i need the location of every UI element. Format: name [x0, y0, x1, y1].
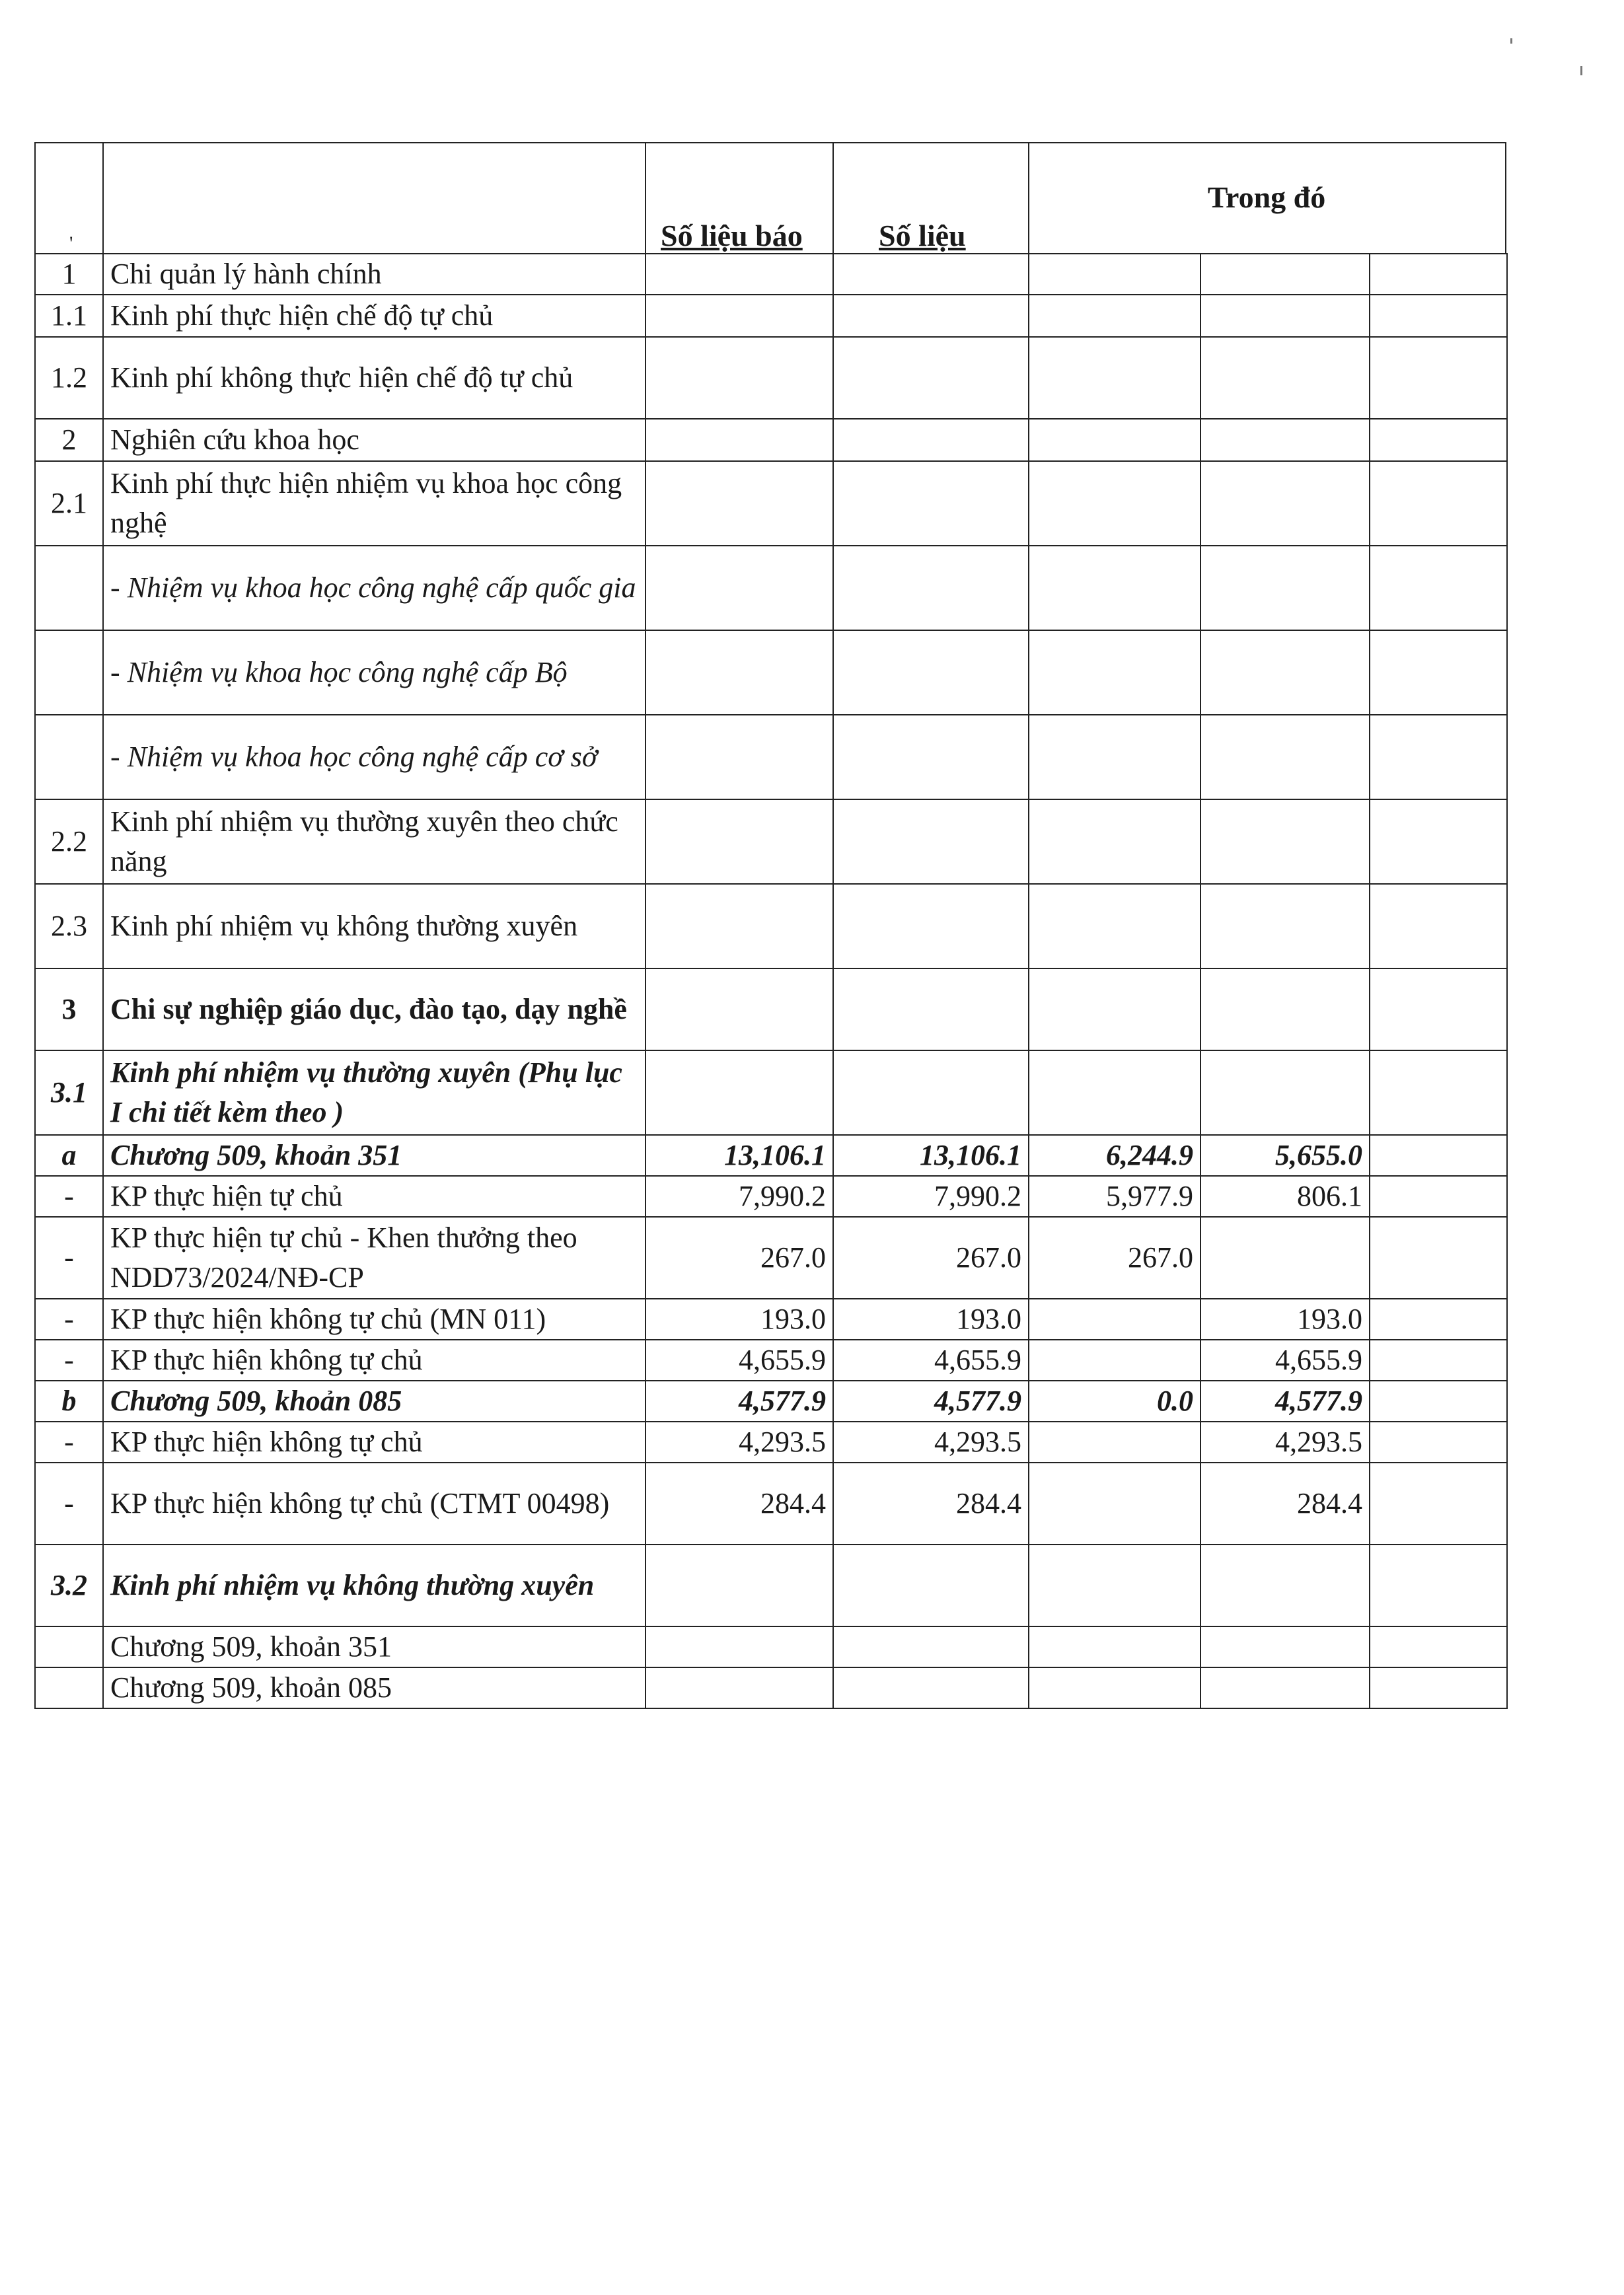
row-so-lieu-bao-cao	[646, 715, 833, 799]
table-row	[35, 1545, 1507, 1626]
row-trong-do-1	[1029, 715, 1200, 799]
row-trong-do-2	[1200, 968, 1370, 1050]
row-trong-do-1	[1029, 461, 1200, 546]
row-trong-do-1	[1029, 1545, 1200, 1626]
row-so-lieu-bao-cao	[646, 254, 833, 295]
row-stt: 3	[35, 968, 103, 1050]
row-trong-do-3	[1370, 630, 1507, 715]
row-trong-do-1	[1029, 546, 1200, 630]
row-trong-do-3	[1370, 1667, 1507, 1708]
row-so-lieu-bao-cao	[646, 1667, 833, 1708]
table-row	[35, 884, 1507, 968]
row-so-lieu	[833, 419, 1029, 461]
row-trong-do-2	[1200, 715, 1370, 799]
row-description: Chương 509, khoản 085	[103, 1381, 646, 1422]
row-so-lieu-bao-cao: 4,577.9	[646, 1381, 833, 1422]
header-so-lieu: Số liệu	[879, 219, 966, 252]
row-description: Chi sự nghiệp giáo dục, đào tạo, dạy nghề	[103, 968, 646, 1050]
row-trong-do-1	[1029, 295, 1200, 337]
table-row	[35, 1340, 1507, 1381]
row-trong-do-3	[1370, 1422, 1507, 1463]
row-stt	[35, 1626, 103, 1667]
row-stt: 1	[35, 254, 103, 295]
row-description: KP thực hiện không tự chủ (CTMT 00498)	[103, 1463, 646, 1545]
row-trong-do-1	[1029, 419, 1200, 461]
row-stt: 1.2	[35, 337, 103, 419]
row-trong-do-1	[1029, 884, 1200, 968]
table-row	[35, 546, 1507, 630]
row-so-lieu	[833, 1050, 1029, 1135]
row-trong-do-3	[1370, 1545, 1507, 1626]
row-description: KP thực hiện không tự chủ	[103, 1340, 646, 1381]
row-description: - Nhiệm vụ khoa học công nghệ cấp quốc gia	[103, 546, 646, 630]
table-row	[35, 1463, 1507, 1545]
row-trong-do-1	[1029, 1050, 1200, 1135]
row-trong-do-3	[1370, 461, 1507, 546]
row-so-lieu	[833, 546, 1029, 630]
row-stt	[35, 1667, 103, 1708]
row-stt	[35, 630, 103, 715]
row-so-lieu-bao-cao: 267.0	[646, 1217, 833, 1299]
row-so-lieu-bao-cao	[646, 884, 833, 968]
row-so-lieu-bao-cao	[646, 799, 833, 884]
row-description: Kinh phí không thực hiện chế độ tự chủ	[103, 337, 646, 419]
row-trong-do-3	[1370, 715, 1507, 799]
row-trong-do-3	[1370, 546, 1507, 630]
row-so-lieu-bao-cao	[646, 1545, 833, 1626]
row-so-lieu	[833, 337, 1029, 419]
row-trong-do-3	[1370, 1135, 1507, 1176]
row-stt: 3.1	[35, 1050, 103, 1135]
row-trong-do-1: 6,244.9	[1029, 1135, 1200, 1176]
row-so-lieu	[833, 968, 1029, 1050]
row-stt: b	[35, 1381, 103, 1422]
row-trong-do-3	[1370, 337, 1507, 419]
row-trong-do-3	[1370, 884, 1507, 968]
table-row	[35, 799, 1507, 884]
row-trong-do-1	[1029, 337, 1200, 419]
row-trong-do-2	[1200, 337, 1370, 419]
row-so-lieu	[833, 799, 1029, 884]
row-so-lieu-bao-cao	[646, 295, 833, 337]
row-stt	[35, 715, 103, 799]
table-row	[35, 1135, 1507, 1176]
header-divider	[645, 142, 646, 254]
table-row	[35, 1050, 1507, 1135]
scan-speck	[1510, 38, 1512, 44]
row-trong-do-3	[1370, 419, 1507, 461]
row-so-lieu-bao-cao	[646, 1626, 833, 1667]
row-so-lieu: 13,106.1	[833, 1135, 1029, 1176]
table-row	[35, 337, 1507, 419]
row-trong-do-3	[1370, 968, 1507, 1050]
row-description: KP thực hiện không tự chủ	[103, 1422, 646, 1463]
row-stt: -	[35, 1422, 103, 1463]
budget-table	[34, 253, 1508, 1709]
row-so-lieu-bao-cao	[646, 337, 833, 419]
row-stt: 2.1	[35, 461, 103, 546]
row-stt: -	[35, 1340, 103, 1381]
row-description: Kinh phí nhiệm vụ không thường xuyên	[103, 1545, 646, 1626]
row-trong-do-2: 4,577.9	[1200, 1381, 1370, 1422]
header-trong-do: Trong đó	[1207, 180, 1326, 214]
row-so-lieu-bao-cao	[646, 546, 833, 630]
row-trong-do-1	[1029, 1299, 1200, 1340]
row-trong-do-1: 267.0	[1029, 1217, 1200, 1299]
row-so-lieu-bao-cao: 193.0	[646, 1299, 833, 1340]
row-so-lieu	[833, 1626, 1029, 1667]
row-trong-do-2	[1200, 630, 1370, 715]
row-so-lieu-bao-cao	[646, 968, 833, 1050]
row-so-lieu	[833, 630, 1029, 715]
row-stt	[35, 546, 103, 630]
row-trong-do-3	[1370, 1626, 1507, 1667]
row-trong-do-3	[1370, 254, 1507, 295]
row-so-lieu-bao-cao: 13,106.1	[646, 1135, 833, 1176]
row-trong-do-2	[1200, 799, 1370, 884]
row-description: Kinh phí nhiệm vụ thường xuyên (Phụ lục I chi tiết kèm theo )	[103, 1050, 646, 1135]
row-trong-do-2	[1200, 546, 1370, 630]
table-row	[35, 630, 1507, 715]
row-trong-do-2	[1200, 295, 1370, 337]
row-trong-do-1: 0.0	[1029, 1381, 1200, 1422]
scan-speck	[1580, 66, 1582, 75]
row-description: KP thực hiện tự chủ - Khen thưởng theo NDD73/2024/NĐ-CP	[103, 1217, 646, 1299]
row-so-lieu	[833, 715, 1029, 799]
table-row	[35, 1217, 1507, 1299]
row-trong-do-2	[1200, 1050, 1370, 1135]
budget-table-body	[35, 254, 1507, 1708]
row-so-lieu: 284.4	[833, 1463, 1029, 1545]
row-stt: 2	[35, 419, 103, 461]
table-row	[35, 968, 1507, 1050]
row-trong-do-2: 193.0	[1200, 1299, 1370, 1340]
row-trong-do-1	[1029, 1626, 1200, 1667]
row-so-lieu	[833, 254, 1029, 295]
row-description: Chương 509, khoản 085	[103, 1667, 646, 1708]
header-so-lieu-bao: Số liệu báo	[661, 219, 803, 252]
row-stt: a	[35, 1135, 103, 1176]
table-row	[35, 295, 1507, 337]
table-row	[35, 1299, 1507, 1340]
row-so-lieu-bao-cao: 4,293.5	[646, 1422, 833, 1463]
row-stt: -	[35, 1299, 103, 1340]
row-description: KP thực hiện tự chủ	[103, 1176, 646, 1217]
row-description: - Nhiệm vụ khoa học công nghệ cấp Bộ	[103, 630, 646, 715]
row-trong-do-2: 4,655.9	[1200, 1340, 1370, 1381]
row-trong-do-1	[1029, 1463, 1200, 1545]
row-trong-do-2	[1200, 1545, 1370, 1626]
row-trong-do-1	[1029, 630, 1200, 715]
row-description: Chương 509, khoản 351	[103, 1626, 646, 1667]
row-so-lieu-bao-cao: 4,655.9	[646, 1340, 833, 1381]
row-trong-do-1	[1029, 1340, 1200, 1381]
row-trong-do-2	[1200, 254, 1370, 295]
header-divider	[832, 142, 834, 254]
table-row	[35, 1381, 1507, 1422]
row-trong-do-1	[1029, 254, 1200, 295]
table-row	[35, 254, 1507, 295]
row-trong-do-3	[1370, 1299, 1507, 1340]
row-stt: 3.2	[35, 1545, 103, 1626]
row-description: Chương 509, khoản 351	[103, 1135, 646, 1176]
row-trong-do-3	[1370, 1340, 1507, 1381]
row-so-lieu	[833, 884, 1029, 968]
row-trong-do-2	[1200, 884, 1370, 968]
header-divider	[102, 142, 104, 254]
row-so-lieu-bao-cao	[646, 419, 833, 461]
row-description: KP thực hiện không tự chủ (MN 011)	[103, 1299, 646, 1340]
row-so-lieu-bao-cao: 7,990.2	[646, 1176, 833, 1217]
row-trong-do-2: 5,655.0	[1200, 1135, 1370, 1176]
row-so-lieu	[833, 1545, 1029, 1626]
row-trong-do-3	[1370, 1381, 1507, 1422]
header-top-rule	[34, 142, 1506, 143]
row-description: Chi quản lý hành chính	[103, 254, 646, 295]
table-row	[35, 1176, 1507, 1217]
row-description: Nghiên cứu khoa học	[103, 419, 646, 461]
row-so-lieu: 193.0	[833, 1299, 1029, 1340]
table-row	[35, 1422, 1507, 1463]
row-trong-do-1	[1029, 799, 1200, 884]
row-description: Kinh phí thực hiện nhiệm vụ khoa học công nghệ	[103, 461, 646, 546]
row-description: Kinh phí nhiệm vụ thường xuyên theo chức năng	[103, 799, 646, 884]
row-trong-do-2	[1200, 1217, 1370, 1299]
row-stt: -	[35, 1463, 103, 1545]
row-trong-do-3	[1370, 1217, 1507, 1299]
stt-header-mark: '	[69, 233, 73, 254]
row-so-lieu: 4,655.9	[833, 1340, 1029, 1381]
row-trong-do-1: 5,977.9	[1029, 1176, 1200, 1217]
row-so-lieu: 4,293.5	[833, 1422, 1029, 1463]
row-so-lieu	[833, 461, 1029, 546]
row-trong-do-3	[1370, 1050, 1507, 1135]
row-trong-do-2	[1200, 1626, 1370, 1667]
row-so-lieu	[833, 295, 1029, 337]
row-description: Kinh phí nhiệm vụ không thường xuyên	[103, 884, 646, 968]
row-trong-do-1	[1029, 968, 1200, 1050]
row-trong-do-2: 806.1	[1200, 1176, 1370, 1217]
row-trong-do-3	[1370, 1176, 1507, 1217]
table-row	[35, 461, 1507, 546]
row-so-lieu	[833, 1667, 1029, 1708]
row-stt: 2.2	[35, 799, 103, 884]
row-trong-do-2: 284.4	[1200, 1463, 1370, 1545]
row-so-lieu-bao-cao	[646, 630, 833, 715]
row-stt: 1.1	[35, 295, 103, 337]
row-so-lieu-bao-cao	[646, 461, 833, 546]
row-trong-do-1	[1029, 1667, 1200, 1708]
table-row	[35, 1667, 1507, 1708]
header-divider	[34, 142, 36, 254]
table-row	[35, 1626, 1507, 1667]
row-stt: -	[35, 1176, 103, 1217]
row-trong-do-3	[1370, 1463, 1507, 1545]
row-trong-do-2	[1200, 461, 1370, 546]
table-row	[35, 715, 1507, 799]
row-trong-do-3	[1370, 799, 1507, 884]
row-trong-do-3	[1370, 295, 1507, 337]
row-so-lieu: 7,990.2	[833, 1176, 1029, 1217]
row-stt: -	[35, 1217, 103, 1299]
row-description: - Nhiệm vụ khoa học công nghệ cấp cơ sở	[103, 715, 646, 799]
row-trong-do-2	[1200, 419, 1370, 461]
table-row	[35, 419, 1507, 461]
row-so-lieu: 4,577.9	[833, 1381, 1029, 1422]
row-so-lieu: 267.0	[833, 1217, 1029, 1299]
row-so-lieu-bao-cao	[646, 1050, 833, 1135]
row-so-lieu-bao-cao: 284.4	[646, 1463, 833, 1545]
row-trong-do-1	[1029, 1422, 1200, 1463]
header-divider	[1505, 142, 1506, 254]
row-stt: 2.3	[35, 884, 103, 968]
row-trong-do-2: 4,293.5	[1200, 1422, 1370, 1463]
row-trong-do-2	[1200, 1667, 1370, 1708]
row-description: Kinh phí thực hiện chế độ tự chủ	[103, 295, 646, 337]
